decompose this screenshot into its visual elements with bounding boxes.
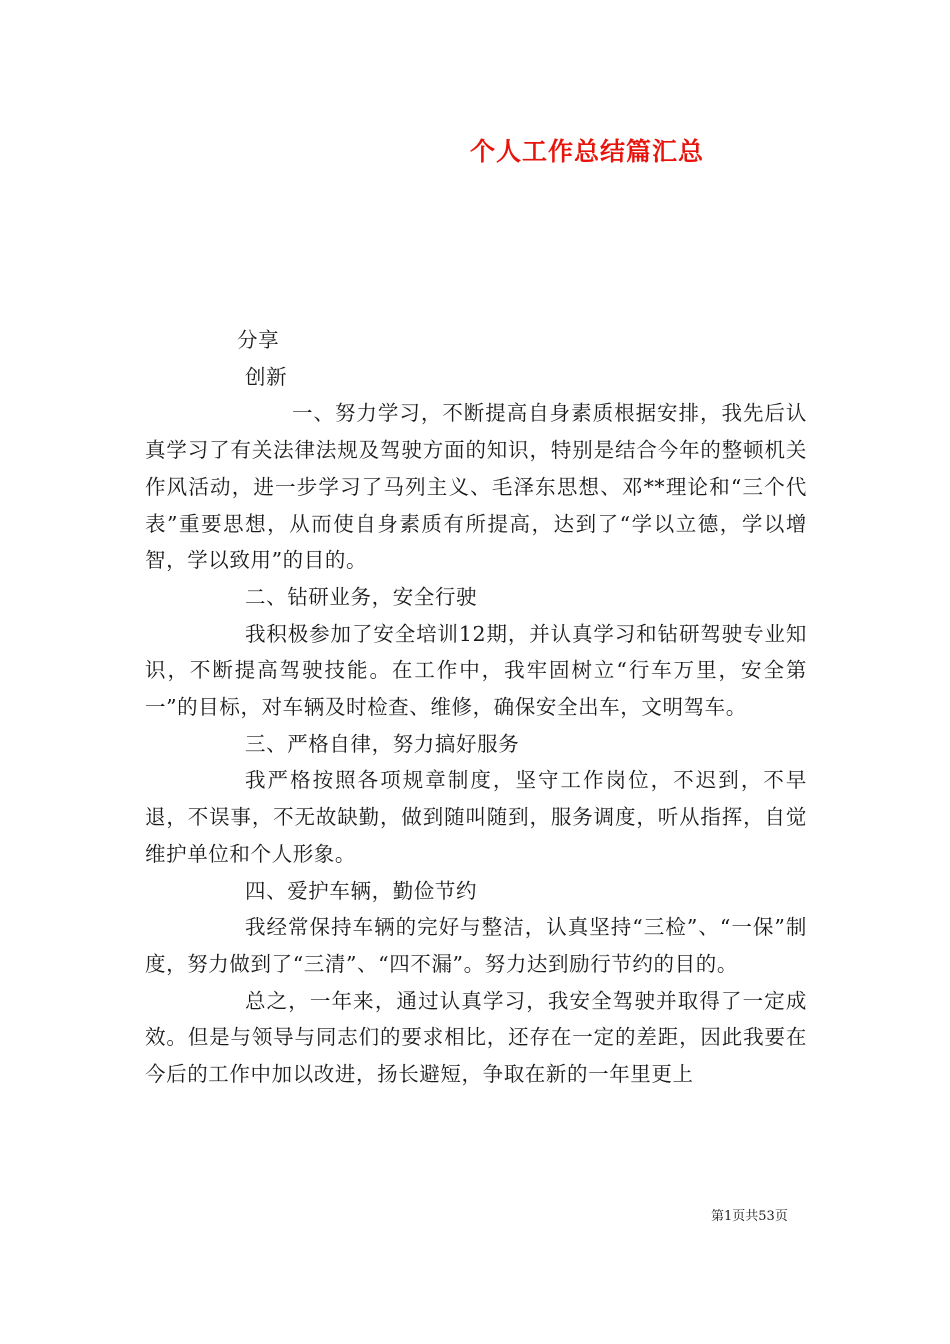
keyword-innovation: 创新 <box>245 364 288 389</box>
paragraph-vehicle-care: 我经常保持车辆的完好与整洁，认真坚持“三检”、“一保”制度，努力做到了“三清”、“四不漏”。努力达到励行节约的目的。 <box>145 915 807 976</box>
paragraph-study: 一、努力学习，不断提高自身素质根据安排，我先后认真学习了有关法律法规及驾驶方面的知识，特别是结合今年的整顿机关作风活动，进一步学习了马列主义、毛泽东思想、邓**理论和“三个代表”重要思想，从而使自身素质有所提高，达到了“学以立德，学以增智，学以致用”的目的。 <box>145 401 807 573</box>
document-body <box>145 322 807 1093</box>
heading-business: 二、钻研业务，安全行驶 <box>245 584 478 609</box>
page-number-footer: 第1页共53页 <box>711 1209 788 1224</box>
paragraph-summary: 总之，一年来，通过认真学习，我安全驾驶并取得了一定成效。但是与领导与同志们的要求相比，还存在一定的差距，因此我要在今后的工作中加以改进，扬长避短，争取在新的一年里更上 <box>145 988 807 1087</box>
paragraph-discipline: 我严格按照各项规章制度，坚守工作岗位，不迟到，不早退，不误事，不无故缺勤，做到随叫随到，服务调度，听从指挥，自觉维护单位和个人形象。 <box>145 768 807 866</box>
heading-vehicle-care: 四、爱护车辆，勤俭节约 <box>245 878 478 903</box>
document-title: 个人工作总结篇汇总 <box>470 137 705 166</box>
paragraph-business: 我积极参加了安全培训12期，并认真学习和钻研驾驶专业知识，不断提高驾驶技能。在工作中，我牢固树立“行车万里，安全第一”的目标，对车辆及时检查、维修，确保安全出车，文明驾车。 <box>145 621 807 720</box>
heading-discipline: 三、严格自律，努力搞好服务 <box>245 731 520 756</box>
keyword-share: 分享 <box>237 328 280 352</box>
